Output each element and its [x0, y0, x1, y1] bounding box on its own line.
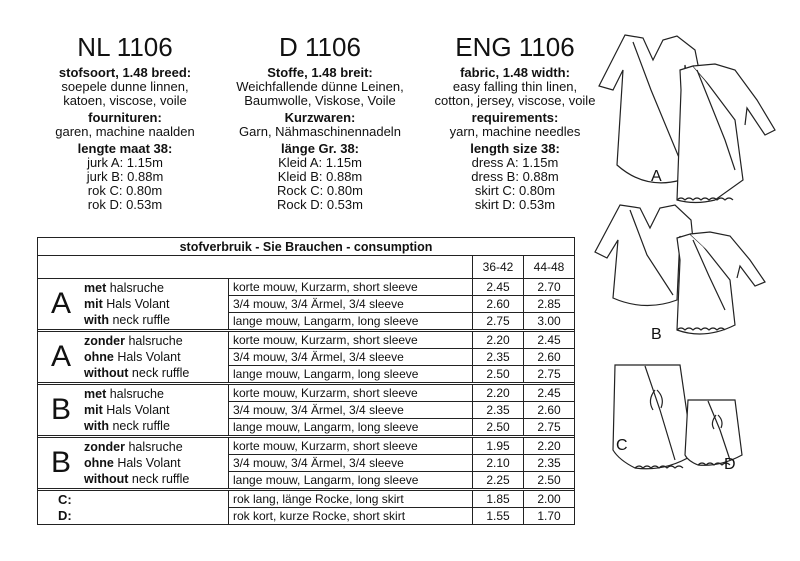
- group-b-without-ruffle: B zonder halsruche ohne Hals Volant without neck ruffle korte mouw, Kurzarm, short sleeve 1.95 2.20 3/4 mouw, 3/4 Ärmel, 3/4 sleeve 2.10 2.35 lange mouw, Langarm, long sleeve 2.25 2.50: [38, 438, 574, 491]
- en-len-b: dress B: 0.88m: [471, 169, 559, 184]
- nl-len-d: rok D: 0.53m: [87, 197, 163, 212]
- nl-fabric-label: stofsoort, 1.48 breed:: [58, 65, 192, 80]
- figure-label-c: C: [616, 437, 628, 454]
- table-row: lange mouw, Langarm, long sleeve 2.50 2.75: [229, 366, 574, 382]
- table-row: rok kort, kurze Rocke, short skirt 1.55 1.70: [229, 508, 574, 524]
- de-len-a: Kleid A: 1.15m: [278, 155, 362, 170]
- de-len-b: Kleid B: 0.88m: [277, 169, 363, 184]
- table-row: 3/4 mouw, 3/4 Ärmel, 3/4 sleeve 2.35 2.60: [229, 349, 574, 366]
- en-len-d: skirt D: 0.53m: [474, 197, 556, 212]
- table-row: korte mouw, Kurzarm, short sleeve 2.20 2.45: [229, 332, 574, 349]
- group-letter: B: [50, 393, 71, 426]
- de-heading: D 1106: [279, 32, 361, 62]
- de-len-d: Rock D: 0.53m: [277, 197, 363, 212]
- table-row: 3/4 mouw, 3/4 Ärmel, 3/4 sleeve 2.60 2.85: [229, 296, 574, 313]
- skirt-c-label: C:: [58, 491, 72, 507]
- en-fabric-1: easy falling thin linen,: [452, 79, 578, 94]
- de-fabric-1: Weichfallende dünne Leinen,: [236, 79, 404, 94]
- skirt-d-sketch: [680, 395, 750, 475]
- table-row: rok lang, länge Rocke, long skirt 1.85 2.00: [229, 491, 574, 508]
- table-row: korte mouw, Kurzarm, short sleeve 1.95 2.20: [229, 438, 574, 455]
- group-skirts: [38, 491, 574, 524]
- de-len-c: Rock C: 0.80m: [277, 183, 363, 198]
- size-44-48: 44-48: [523, 256, 574, 278]
- consumption-table: [37, 237, 575, 525]
- table-row: 3/4 mouw, 3/4 Ärmel, 3/4 sleeve 2.10 2.35: [229, 455, 574, 472]
- en-fabric-2: cotton, jersey, viscose, voile: [434, 93, 596, 108]
- table-row: korte mouw, Kurzarm, short sleeve 2.20 2.45: [229, 385, 574, 402]
- nl-heading: NL 1106: [77, 32, 173, 62]
- en-len-a: dress A: 1.15m: [471, 155, 559, 170]
- nl-notions: garen, machine naalden: [55, 124, 195, 139]
- en-len-c: skirt C: 0.80m: [474, 183, 556, 198]
- group-a-without-ruffle: A zonder halsruche ohne Hals Volant without neck ruffle korte mouw, Kurzarm, short sleeve 2.20 2.45 3/4 mouw, 3/4 Ärmel, 3/4 sleeve 2.35 2.60 lange mouw, Langarm, long sleeve 2.50 2.75: [38, 332, 574, 385]
- de-notions-label: Kurzwaren:: [284, 110, 356, 125]
- table-row: lange mouw, Langarm, long sleeve 2.75 3.00: [229, 313, 574, 329]
- group-letter: A: [50, 340, 71, 373]
- dress-b-sketch: [585, 200, 785, 350]
- de-fabric-label: Stoffe, 1.48 breit:: [267, 65, 373, 80]
- skirt-d-label: D:: [58, 507, 72, 523]
- group-b-with-ruffle: B met halsruche mit Hals Volant with neck ruffle korte mouw, Kurzarm, short sleeve 2.20 2.45 3/4 mouw, 3/4 Ärmel, 3/4 sleeve 2.35 2.60 lange mouw, Langarm, long sleeve 2.50 2.75: [38, 385, 574, 438]
- de-length-label: länge Gr. 38:: [280, 141, 360, 156]
- figure-label-b: B: [651, 326, 662, 343]
- en-notions-label: requirements:: [471, 110, 559, 125]
- figure-label-d: D: [724, 456, 736, 473]
- dress-a-sketch: [585, 30, 785, 210]
- nl-len-c: rok C: 0.80m: [87, 183, 163, 198]
- figure-label-a: A: [651, 168, 662, 185]
- nl-notions-label: fournituren:: [88, 110, 162, 125]
- group-a-with-ruffle: A met halsruche mit Hals Volant with neck ruffle korte mouw, Kurzarm, short sleeve 2.45 2.70 3/4 mouw, 3/4 Ärmel, 3/4 sleeve 2.60 2.85 lange mouw, Langarm, long sleeve 2.75 3.00: [38, 279, 574, 332]
- nl-length-label: lengte maat 38:: [77, 141, 173, 156]
- en-notions: yarn, machine needles: [449, 124, 581, 139]
- size-header-row: [38, 256, 574, 279]
- en-fabric-label: fabric, 1.48 width:: [460, 65, 570, 80]
- table-row: lange mouw, Langarm, long sleeve 2.25 2.50: [229, 472, 574, 488]
- nl-len-b: jurk B: 0.88m: [86, 169, 164, 184]
- group-letter: A: [50, 287, 71, 320]
- table-row: lange mouw, Langarm, long sleeve 2.50 2.75: [229, 419, 574, 435]
- group-letter: B: [50, 446, 71, 479]
- dutch-column: [30, 32, 220, 212]
- table-row: korte mouw, Kurzarm, short sleeve 2.45 2.70: [229, 279, 574, 296]
- nl-fabric-1: soepele dunne linnen,: [61, 79, 189, 94]
- table-title: stofverbruik - Sie Brauchen - consumption: [38, 238, 574, 256]
- german-column: [225, 32, 415, 212]
- en-length-label: length size 38:: [470, 141, 560, 156]
- de-notions: Garn, Nähmaschinennadeln: [239, 124, 401, 139]
- table-row: 3/4 mouw, 3/4 Ärmel, 3/4 sleeve 2.35 2.60: [229, 402, 574, 419]
- nl-fabric-2: katoen, viscose, voile: [63, 93, 187, 108]
- nl-len-a: jurk A: 1.15m: [87, 155, 163, 170]
- en-heading: ENG 1106: [455, 32, 575, 62]
- de-fabric-2: Baumwolle, Viskose, Voile: [244, 93, 396, 108]
- size-36-42: 36-42: [472, 256, 523, 278]
